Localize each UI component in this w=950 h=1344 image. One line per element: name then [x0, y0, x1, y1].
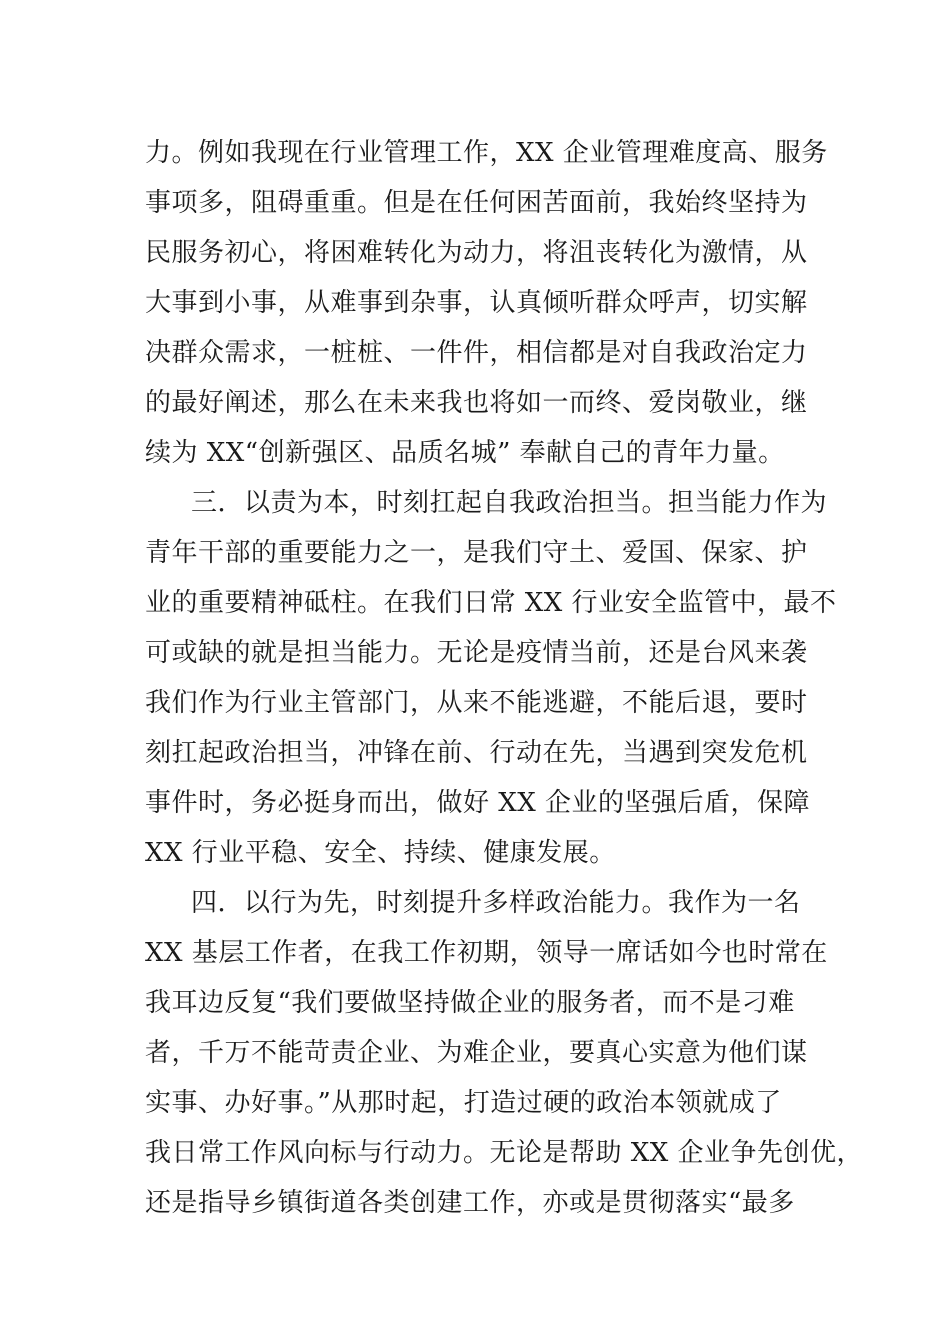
text-line: 大事到小事，从难事到杂事，认真倾听群众呼声，切实解	[145, 288, 808, 318]
text-line: 业的重要精神砥柱。在我们日常 XX 行业安全监管中，最不	[145, 588, 837, 618]
text-line: 实事、办好事。”从那时起，打造过硬的政治本领就成了	[145, 1088, 782, 1118]
text-line: 我日常工作风向标与行动力。无论是帮助 XX 企业争先创优，	[145, 1138, 864, 1168]
text-line: 力。例如我现在行业管理工作，XX 企业管理难度高、服务	[145, 138, 828, 168]
text-line: 我耳边反复“我们要做坚持做企业的服务者，而不是刁难	[145, 988, 795, 1018]
text-line: 青年干部的重要能力之一，是我们守土、爱国、保家、护	[145, 538, 808, 568]
text-line: 事项多，阻碍重重。但是在任何困苦面前，我始终坚持为	[145, 188, 808, 218]
text-line: 刻扛起政治担当，冲锋在前、行动在先，当遇到突发危机	[145, 738, 808, 768]
text-line: 还是指导乡镇街道各类创建工作，亦或是贯彻落实“最多	[145, 1188, 795, 1218]
text-line: 三．以责为本，时刻扛起自我政治担当。担当能力作为	[191, 488, 828, 518]
text-line: XX 行业平稳、安全、持续、健康发展。	[145, 838, 616, 868]
text-line: 我们作为行业主管部门，从来不能逃避，不能后退，要时	[145, 688, 808, 718]
text-line: 事件时，务必挺身而出，做好 XX 企业的坚强后盾，保障	[145, 788, 811, 818]
text-line: 者，千万不能苛责企业、为难企业，要真心实意为他们谋	[145, 1038, 808, 1068]
text-line: 可或缺的就是担当能力。无论是疫情当前，还是台风来袭	[145, 638, 808, 668]
text-line: 四．以行为先，时刻提升多样政治能力。我作为一名	[191, 888, 801, 918]
text-line: 的最好阐述，那么在未来我也将如一而终、爱岗敬业，继	[145, 388, 808, 418]
text-line: 决群众需求，一桩桩、一件件，相信都是对自我政治定力	[145, 338, 808, 368]
text-line: 民服务初心，将困难转化为动力，将沮丧转化为激情，从	[145, 238, 808, 268]
text-line: 续为 XX“创新强区、品质名城” 奉献自己的青年力量。	[145, 438, 785, 468]
text-line: XX 基层工作者，在我工作初期，领导一席话如今也时常在	[145, 938, 828, 968]
body-text	[145, 128, 864, 1228]
